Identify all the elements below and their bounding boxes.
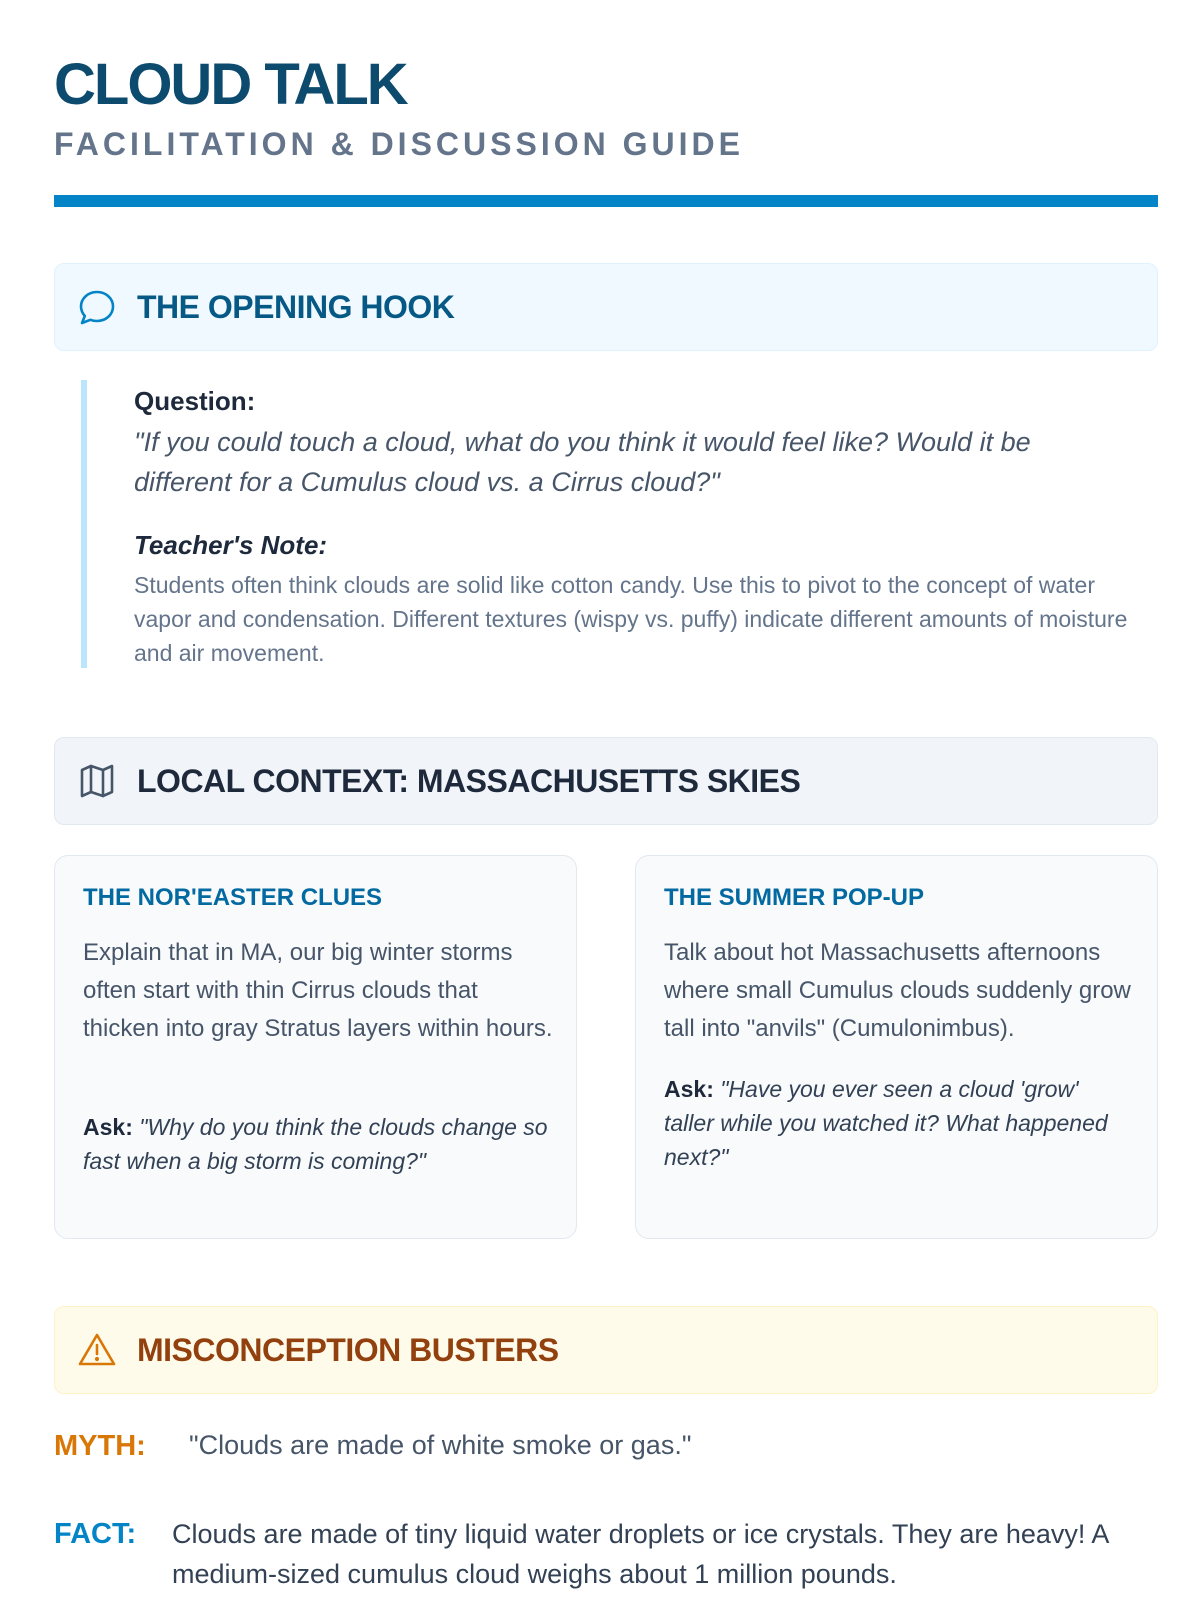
- map-icon: [77, 761, 117, 801]
- warning-triangle-icon: [77, 1330, 117, 1370]
- opening-hook-banner: [54, 263, 1158, 351]
- opening-hook-quote-block: [81, 380, 1141, 668]
- local-context-heading: LOCAL CONTEXT: MASSACHUSETTS SKIES: [137, 762, 801, 799]
- noreaster-card: [54, 855, 577, 1239]
- ask-label: Ask:: [664, 1076, 714, 1102]
- local-context-banner: [54, 737, 1158, 825]
- ask-label: Ask:: [83, 1114, 133, 1140]
- ask-question: "Why do you think the clouds change so fast when a big storm is coming?": [83, 1114, 548, 1174]
- myth-label: MYTH:: [54, 1430, 146, 1462]
- myth-text: "Clouds are made of white smoke or gas.": [189, 1430, 692, 1460]
- misconception-banner: [54, 1306, 1158, 1394]
- card-ask: [664, 1072, 1134, 1174]
- ask-question: "Have you ever seen a cloud 'grow' taller while you watched it? What happened next?": [664, 1076, 1108, 1170]
- question-label: Question:: [134, 386, 256, 416]
- summer-popup-card: [635, 855, 1158, 1239]
- teacher-note-label: Teacher's Note:: [134, 530, 328, 560]
- fact-label: FACT:: [54, 1518, 137, 1550]
- question-text: "If you could touch a cloud, what do you think it would feel like? Would it be different for a Cumulus cloud vs. a Cirrus cloud?": [134, 427, 1031, 497]
- page-title: CLOUD TALK: [54, 52, 407, 117]
- page-subtitle: FACILITATION & DISCUSSION GUIDE: [54, 126, 744, 162]
- card-title: THE SUMMER POP-UP: [664, 884, 925, 911]
- card-text: Explain that in MA, our big winter storms often start with thin Cirrus clouds that thicken into gray Stratus layers within hours.: [83, 939, 553, 1042]
- teacher-note-text: Students often think clouds are solid like cotton candy. Use this to pivot to the concept of water vapor and condensation. Different textures (wispy vs. puffy) indicate different amounts of moisture and air movement.: [134, 572, 1128, 666]
- card-title: THE NOR'EASTER CLUES: [83, 884, 383, 911]
- opening-hook-heading: THE OPENING HOOK: [137, 288, 455, 325]
- card-text: Talk about hot Massachusetts afternoons where small Cumulus clouds suddenly grow tall into "anvils" (Cumulonimbus).: [664, 939, 1131, 1042]
- misconception-heading: MISCONCEPTION BUSTERS: [137, 1331, 559, 1368]
- fact-text: Clouds are made of tiny liquid water droplets or ice crystals. They are heavy! A medium-sized cumulus cloud weighs about 1 million pounds.: [172, 1519, 1108, 1589]
- card-ask: [83, 1110, 553, 1178]
- header-divider: [54, 195, 1158, 207]
- speech-bubble-icon: [77, 287, 117, 327]
